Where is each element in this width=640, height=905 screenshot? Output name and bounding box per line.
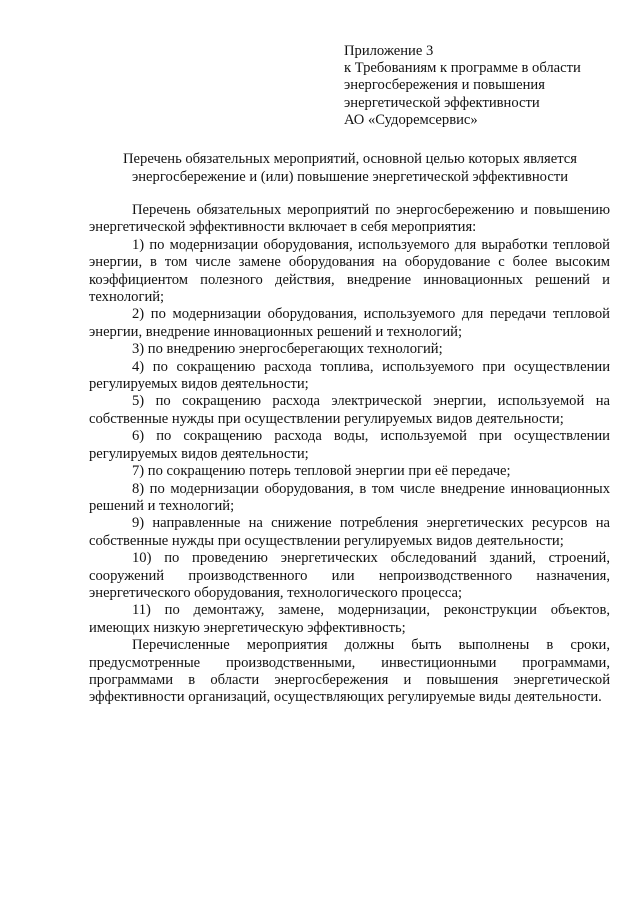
appendix-organization: АО «Судоремсервис»	[344, 111, 478, 128]
appendix-reference: энергетической эффективности	[344, 94, 540, 111]
document-heading	[90, 150, 610, 186]
appendix-reference: к Требованиям к программе в области	[344, 60, 581, 77]
list-item: 7) по сокращению потерь тепловой энергии при её передаче;	[132, 463, 511, 480]
list-item: 5) по сокращению расхода электрической энергии, используемой на собственные нужды при осуществлении регулируемых видов деятельности;	[89, 393, 610, 427]
appendix-number: Приложение 3	[344, 43, 434, 59]
list-item: 8) по модернизации оборудования, в том числе внедрение инновационных решений и технологий;	[89, 480, 610, 514]
list-item: 6) по сокращению расхода воды, используемой при осуществлении регулируемых видов деятельности;	[89, 428, 610, 462]
appendix-reference: энергосбережения и повышения	[344, 77, 545, 94]
list-item: 9) направленные на снижение потребления энергетических ресурсов на собственные нужды при осуществлении регулируемых видов деятельности;	[89, 515, 610, 549]
intro-paragraph: Перечень обязательных мероприятий по энергосбережению и повышению энергетической эффективности включает в себя мероприятия:	[89, 202, 610, 236]
list-item: 1) по модернизации оборудования, используемого для выработки тепловой энергии, в том числе замене оборудования на оборудование с более высоким коэффициентом полезного действия, внедрение инновационных решений и технологий;	[89, 236, 610, 306]
closing-paragraph: Перечисленные мероприятия должны быть выполнены в сроки, предусмотренные производственными, инвестиционными программами, программами в области энергосбережения и повышения энергетической эффективности организаций, осуществляющих регулируемые виды деятельности.	[89, 637, 610, 706]
list-item: 11) по демонтажу, замене, модернизации, реконструкции объектов, имеющих низкую энергетическую эффективность;	[89, 602, 610, 636]
appendix-block	[344, 43, 624, 129]
list-item: 10) по проведению энергетических обследований зданий, строений, сооружений производственного или непроизводственного назначения, энергетического оборудования, технологического процесса;	[89, 550, 610, 601]
list-item: 4) по сокращению расхода топлива, используемого при осуществлении регулируемых видов деятельности;	[89, 358, 610, 393]
list-item: 2) по модернизации оборудования, используемого для передачи тепловой энергии, внедрение инновационных решений и технологий;	[89, 306, 610, 340]
list-item: 3) по внедрению энергосберегающих технологий;	[132, 341, 443, 358]
heading-line: энергосбережение и (или) повышение энергетической эффективности	[131, 169, 569, 185]
heading-line: Перечень обязательных мероприятий, основной целью которых является	[123, 151, 577, 167]
document-body	[89, 202, 610, 707]
